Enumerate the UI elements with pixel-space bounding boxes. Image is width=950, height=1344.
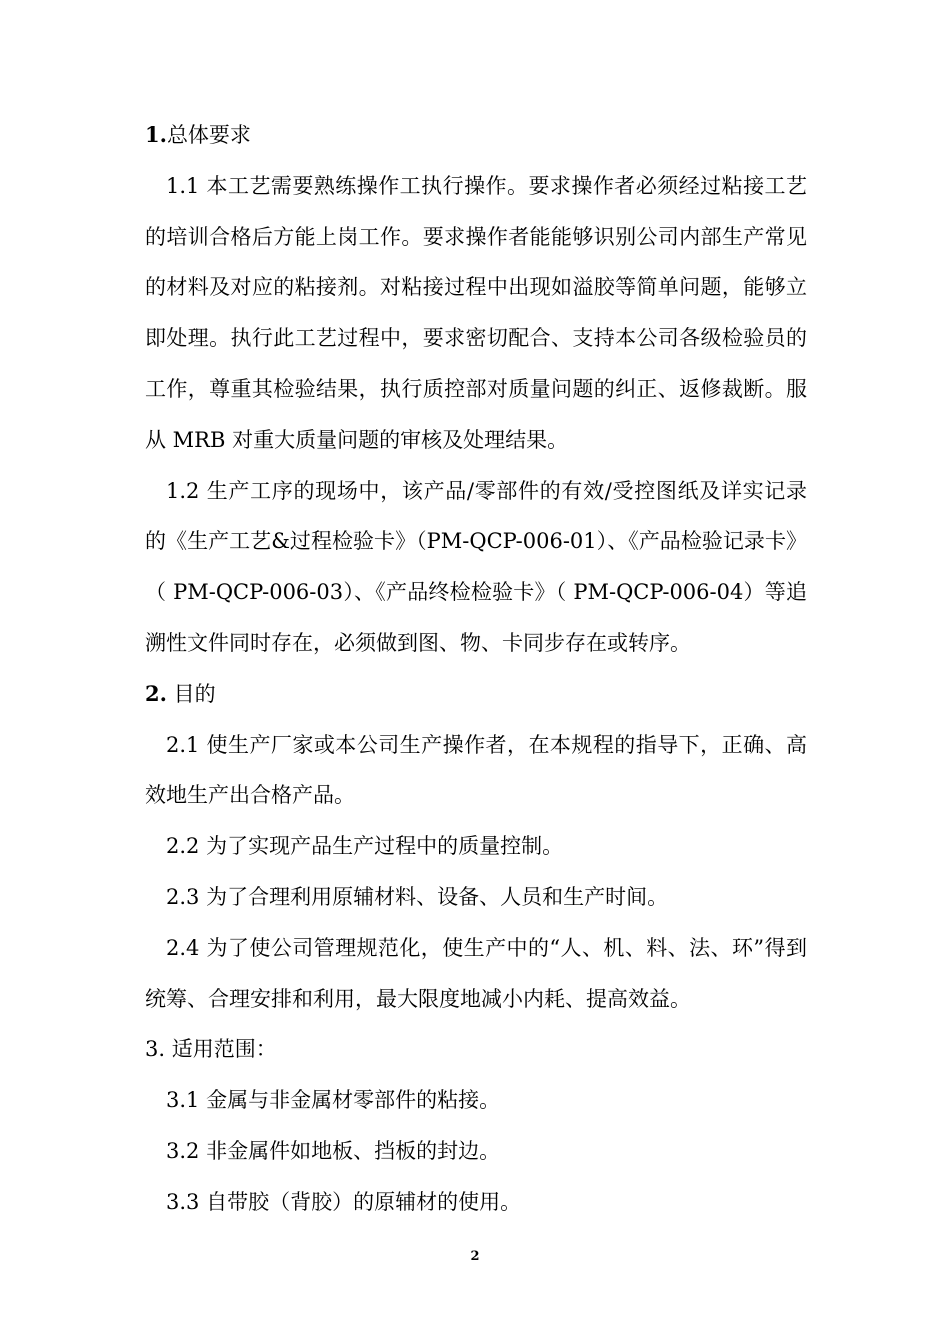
section-number: 1. [145,122,167,147]
paragraph-2-4: 2.4 为了使公司管理规范化，使生产中的“人、机、料、法、环”得到统筹、合理安排和利用，最大限度地减小内耗、提高效益。 [145,935,807,1011]
paragraph-3-2: 3.2 非金属件如地板、挡板的封边。 [166,1138,501,1163]
paragraph-2-2: 2.2 为了实现产品生产过程中的质量控制。 [166,834,564,859]
paragraph-2-1: 2.1 使生产厂家或本公司生产操作者，在本规程的指导下，正确、高效地生产出合格产品。 [145,732,807,808]
document-body [145,110,807,1228]
paragraph-1-2: 1.2 生产工序的现场中，该产品/零部件的有效/受控图纸及详实记录的《生产工艺&过程检验卡》（PM-QCP-006-01）、《产品检验记录卡》（ PM-QCP-006-03）、《产品终检检验卡》（ PM-QCP-006-04）等追溯性文件同时存在，必须做到图、物、卡同步存在或转序。 [145,478,807,655]
section-3-heading [145,1024,807,1075]
section-title: 总体要求 [166,123,251,147]
paragraph-2-3: 2.3 为了合理利用原辅材料、设备、人员和生产时间。 [166,884,669,909]
section-title: 适用范围： [165,1037,277,1062]
section-2-heading [145,669,807,720]
paragraph-3-1: 3.1 金属与非金属材零部件的粘接。 [166,1088,501,1113]
paragraph-3-3: 3.3 自带胶（背胶）的原辅材的使用。 [166,1189,522,1214]
section-title: 目的 [166,681,216,706]
page-number: 2 [470,1249,480,1264]
section-number: 3. [145,1037,166,1062]
paragraph-1-1: 1.1 本工艺需要熟练操作工执行操作。要求操作者必须经过粘接工艺的培训合格后方能上岗工作。要求操作者能能够识别公司内部生产常见的材料及对应的粘接剂。对粘接过程中出现如溢胶等简单问题，能够立即处理。执行此工艺过程中，要求密切配合、支持本公司各级检验员的工作，尊重其检验结果，执行质控部对质量问题的纠正、返修裁断。服从 MRB 对重大质量问题的审核及处理结果。 [145,173,807,452]
section-number: 2. [145,680,167,706]
section-1-heading [145,110,807,161]
